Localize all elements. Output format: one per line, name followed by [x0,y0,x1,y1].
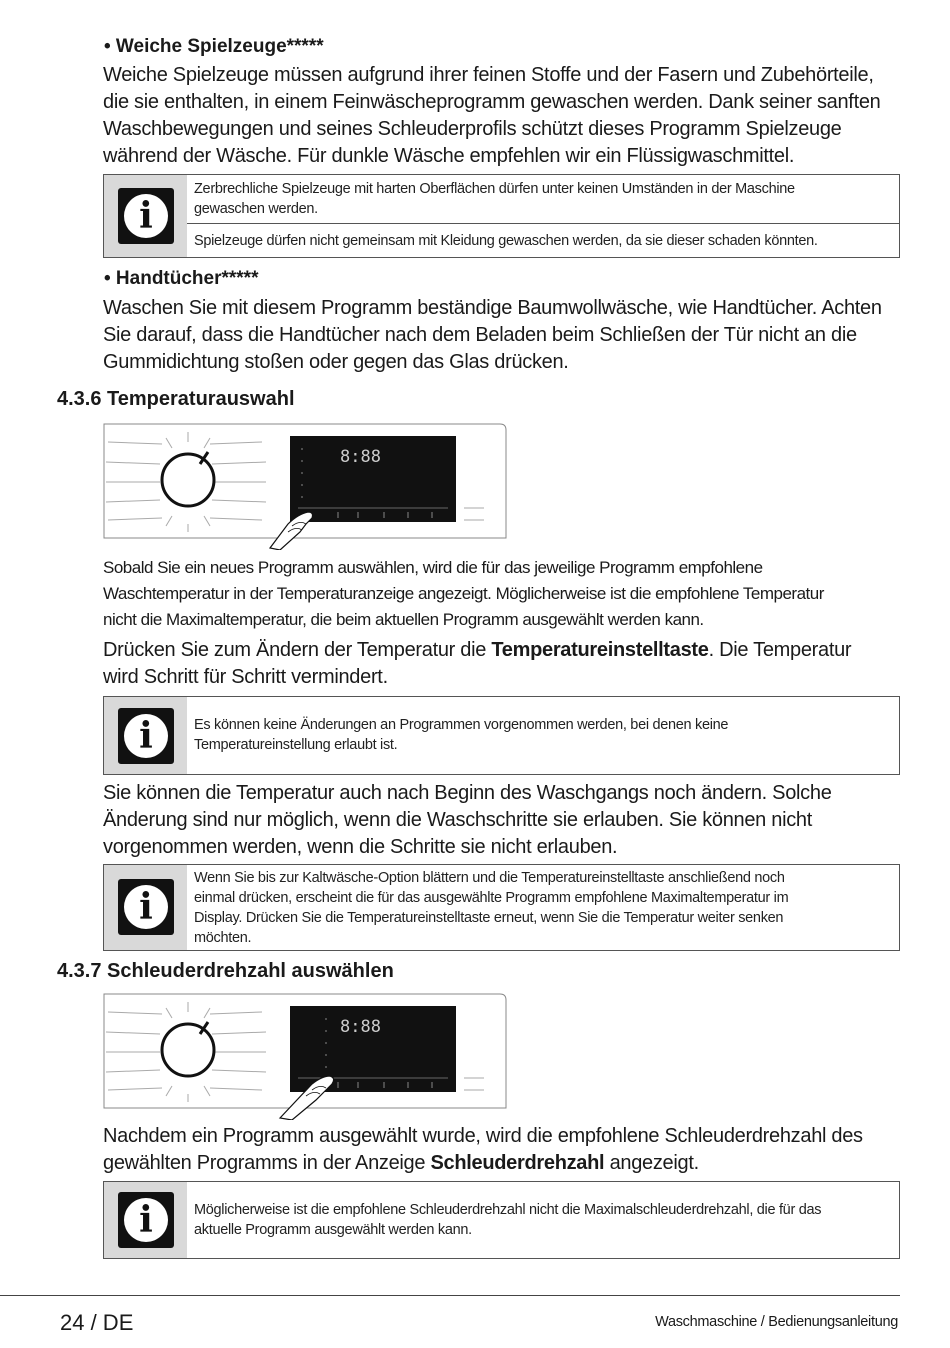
text-line: Änderung sind nur möglich, wenn die Waschschritte sie erlauben. Sie können nicht [103,809,813,831]
note-line: Es können keine Änderungen an Programmen vorgenommen werden, bei denen keine [194,717,729,733]
info-icon: i [118,1192,174,1248]
bold-term: Temperatureinstelltaste [491,639,709,661]
note-line: Zerbrechliche Spielzeuge mit harten Oberflächen dürfen unter keinen Umständen in der Maschine [194,181,795,197]
note-line: gewaschen werden. [194,201,318,217]
note-line: Spielzeuge dürfen nicht gemeinsam mit Kleidung gewaschen werden, da sie dieser schaden könnten. [194,233,818,249]
info-icon: i [118,708,174,764]
display-digits: 8:88 [340,1017,381,1037]
text-line: wird Schritt für Schritt vermindert. [103,666,388,688]
text-line: nicht die Maximaltemperatur, die beim aktuellen Programm ausgewählt werden kann. [103,610,704,629]
note-line: möchten. [194,930,252,946]
section-heading: 4.3.7 Schleuderdrehzahl auswählen [57,960,394,982]
text-line: vorgenommen werden, wenn die Schritte sie nicht erlauben. [103,836,618,858]
spin-para [103,1123,923,1177]
soft-toys-title: • Weiche Spielzeuge***** [104,36,324,57]
note-line: Wenn Sie bis zur Kaltwäsche-Option blättern und die Temperatureinstelltaste anschließend noch [194,870,785,886]
temperature-para-2 [103,637,923,691]
bold-term: Schleuderdrehzahl [430,1152,605,1174]
text-run: gewählten Programms in der Anzeige [103,1152,431,1174]
info-note-temperature-2 [103,864,900,951]
info-note-soft-toys [103,174,900,258]
text-run: angezeigt. [604,1152,699,1174]
text-line: Waschen Sie mit diesem Programm beständige Baumwollwäsche, wie Handtücher. Achten [103,297,882,319]
text-line: Sobald Sie ein neues Programm auswählen, wird die für das jeweilige Programm empfohlene [103,558,763,577]
document-title: Waschmaschine / Bedienungsanleitung [655,1314,898,1330]
temperature-para-3 [103,780,923,861]
temperature-para-1 [103,555,923,633]
note-line: Display. Drücken Sie die Temperatureinstelltaste erneut, wenn Sie die Temperatur weiter senken [194,910,784,926]
text-line: Waschtemperatur in der Temperaturanzeige angezeigt. Möglicherweise ist die empfohlene Temperatur [103,584,824,603]
text-run: . Die Temperatur [708,639,852,661]
info-icon: i [118,879,174,935]
control-panel-illustration [102,420,508,550]
towels-text [103,295,923,376]
note-line: Möglicherweise ist die empfohlene Schleuderdrehzahl nicht die Maximalschleuderdrehzahl, die für das [194,1202,822,1218]
text-line: Sie können die Temperatur auch nach Beginn des Waschgangs noch ändern. Solche [103,782,832,804]
text-line: während der Wäsche. Für dunkle Wäsche empfehlen wir ein Flüssigwaschmittel. [103,145,795,167]
info-note-spin [103,1181,900,1259]
dial-icon [162,1022,214,1076]
text-line: Weiche Spielzeuge müssen aufgrund ihrer feinen Stoffe und der Fasern und Zubehörteile, [103,64,874,86]
text-line: Waschbewegungen und seines Schleuderprofils schützt dieses Programm Spielzeuge [103,118,842,140]
display-digits: 8:88 [340,447,381,467]
dial-icon [162,452,214,506]
text-run: Drücken Sie zum Ändern der Temperatur die [103,639,492,661]
info-note-temperature-1 [103,696,900,775]
soft-toys-text [103,62,923,170]
note-line: aktuelle Programm ausgewählt werden kann. [194,1222,472,1238]
text-line: Sie darauf, dass die Handtücher nach dem Beladen beim Schließen der Tür nicht an die [103,324,857,346]
text-line: Gummidichtung stoßen oder gegen das Glas drücken. [103,351,569,373]
page-number: 24 / DE [60,1310,134,1335]
footer-divider [0,1295,900,1296]
section-heading: 4.3.6 Temperaturauswahl [57,388,295,410]
note-line: Temperatureinstellung erlaubt ist. [194,737,398,753]
towels-title: • Handtücher***** [104,268,259,289]
text-line: die sie enthalten, in einem Feinwäscheprogramm gewaschen werden. Dank seiner sanften [103,91,881,113]
note-line: einmal drücken, erscheint die für das ausgewählte Programm empfohlene Maximaltemperatur im [194,890,789,906]
info-icon: i [118,188,174,244]
text-line: Nachdem ein Programm ausgewählt wurde, wird die empfohlene Schleuderdrehzahl des [103,1125,863,1147]
control-panel-illustration [102,990,508,1120]
